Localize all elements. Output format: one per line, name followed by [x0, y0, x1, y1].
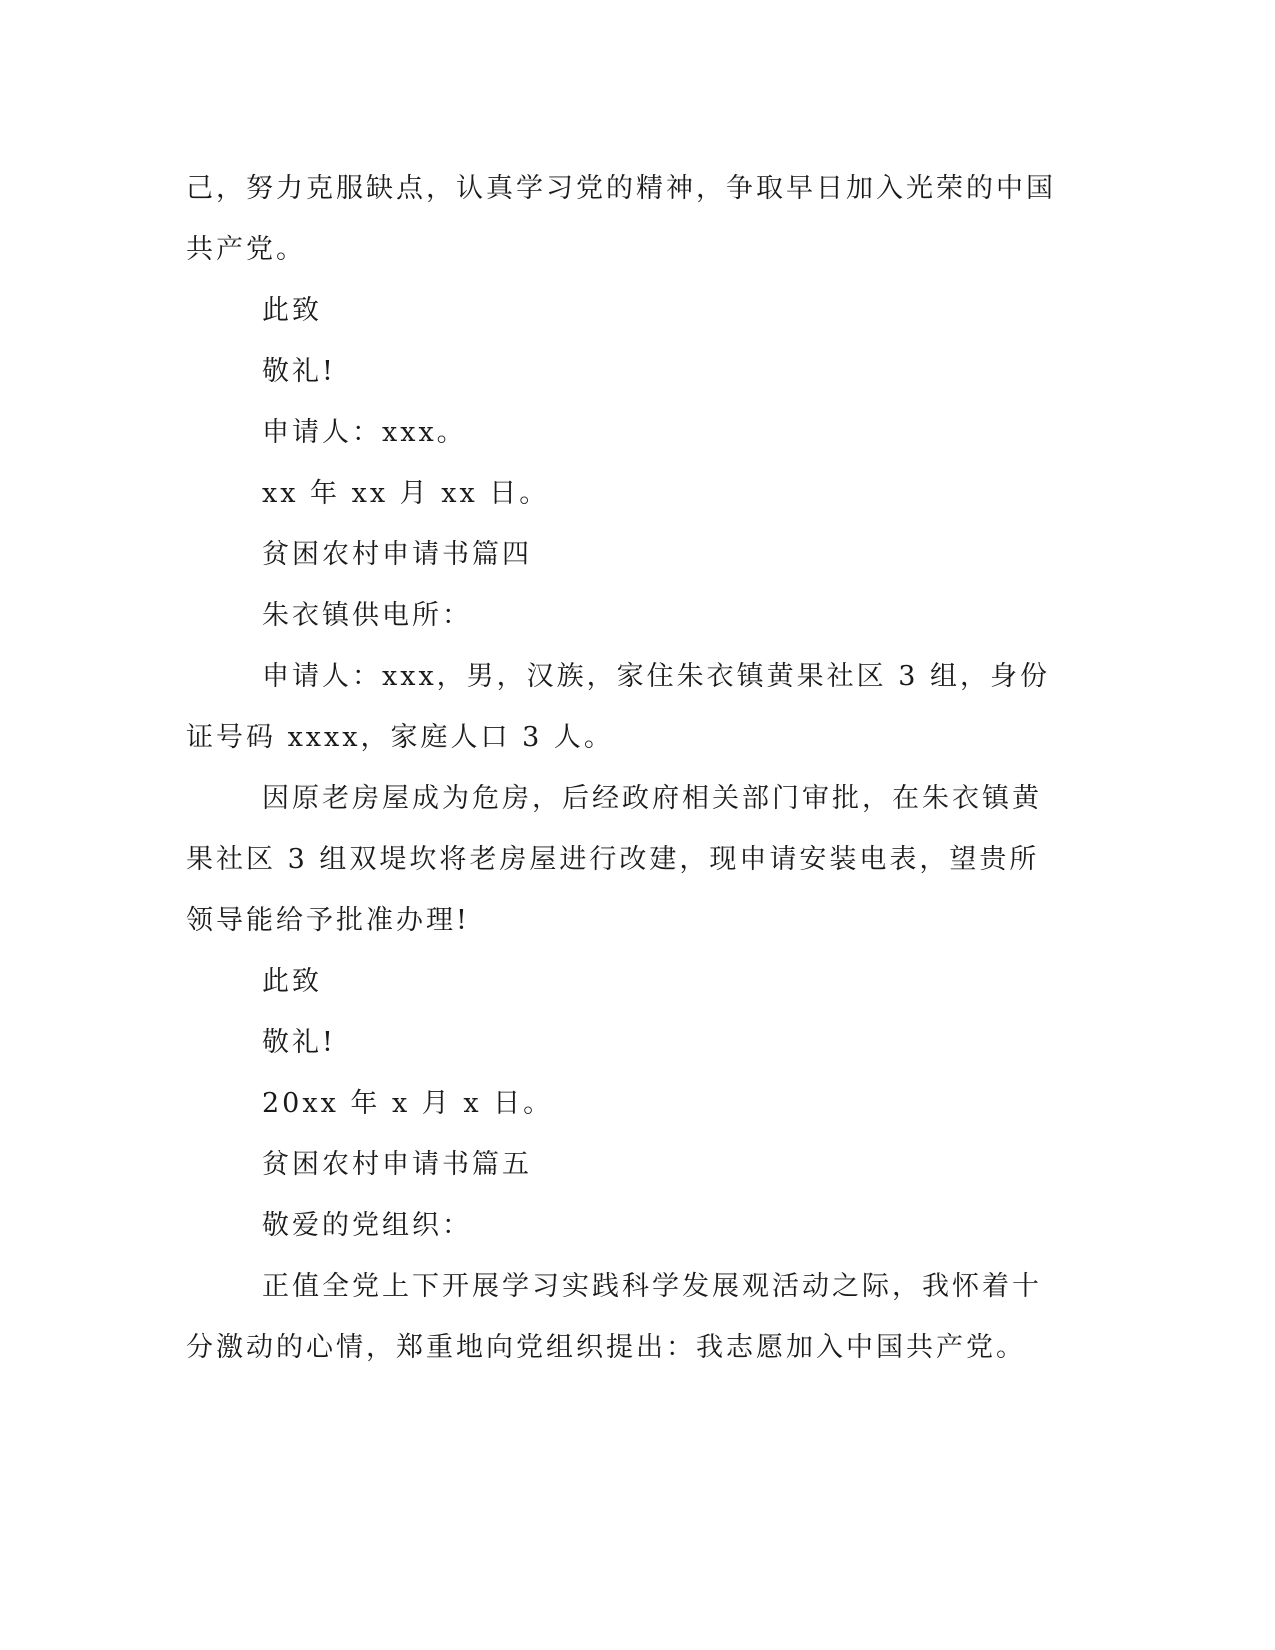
date-line: xx 年 xx 月 xx 日。 — [262, 478, 550, 509]
opening-paragraph: 正值全党上下开展学习实践科学发展观活动之际，我怀着十分激动的心情，郑重地向党组织提出：我志愿加入中国共产党。 — [186, 1271, 1042, 1363]
paragraph-continuation: 己，努力克服缺点，认真学习党的精神，争取早日加入光荣的中国共产党。 — [186, 173, 1056, 265]
request-paragraph: 因原老房屋成为危房，后经政府相关部门审批，在朱衣镇黄果社区 3 组双堤坎将老房屋进行改建，现申请安装电表，望贵所领导能给予批准办理! — [186, 783, 1042, 936]
closing-salutation-2: 此致 — [262, 966, 322, 997]
addressee: 朱衣镇供电所： — [262, 600, 472, 631]
document-body — [186, 158, 1066, 1378]
closing-regards: 敬礼! — [262, 356, 336, 387]
closing-regards-2: 敬礼! — [262, 1027, 336, 1058]
closing-salutation: 此致 — [262, 295, 322, 326]
applicant-signature: 申请人：xxx。 — [262, 417, 467, 448]
applicant-info-paragraph: 申请人：xxx，男，汉族，家住朱衣镇黄果社区 3 组，身份证号码 xxxx，家庭人口 3 人。 — [186, 661, 1051, 753]
date-line-2: 20xx 年 x 月 x 日。 — [262, 1088, 554, 1119]
addressee-2: 敬爱的党组织： — [262, 1210, 472, 1241]
section-heading-4: 贫困农村申请书篇四 — [262, 539, 532, 570]
section-heading-5: 贫困农村申请书篇五 — [262, 1149, 532, 1180]
